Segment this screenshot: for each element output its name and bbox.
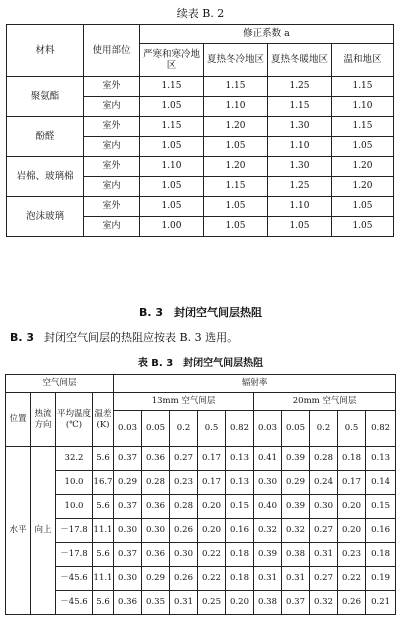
value-cell: 0.22 bbox=[198, 567, 226, 591]
emissivity-header-cell: 0.2 bbox=[310, 411, 338, 447]
location-cell: 室外 bbox=[84, 117, 140, 137]
location-cell: 室内 bbox=[84, 97, 140, 117]
value-cell: 0.36 bbox=[142, 543, 170, 567]
value-cell: 1.05 bbox=[140, 97, 204, 117]
emissivity-header-cell: 0.82 bbox=[366, 411, 396, 447]
value-cell: 0.13 bbox=[226, 471, 254, 495]
value-cell: 1.15 bbox=[268, 97, 332, 117]
value-cell: 1.05 bbox=[332, 137, 394, 157]
value-cell: 1.05 bbox=[204, 197, 268, 217]
value-cell: 1.10 bbox=[140, 157, 204, 177]
location-cell: 室外 bbox=[84, 77, 140, 97]
value-cell: 0.27 bbox=[310, 567, 338, 591]
paragraph-number: B. 3 bbox=[10, 331, 35, 344]
value-cell: 0.18 bbox=[366, 543, 396, 567]
value-cell: 0.22 bbox=[198, 543, 226, 567]
header-factor: 修正系数 a bbox=[140, 25, 394, 44]
table-row bbox=[7, 77, 394, 97]
table-row bbox=[6, 447, 396, 471]
emissivity-header-cell: 0.5 bbox=[338, 411, 366, 447]
value-cell: 0.17 bbox=[198, 447, 226, 471]
value-cell: 0.26 bbox=[170, 567, 198, 591]
value-cell: 0.23 bbox=[170, 471, 198, 495]
value-cell: 0.32 bbox=[310, 591, 338, 615]
temp-cell: －17.8 bbox=[56, 519, 93, 543]
value-cell: 0.17 bbox=[338, 471, 366, 495]
header-air-layer: 空气间层 bbox=[6, 375, 114, 393]
value-cell: 0.30 bbox=[310, 495, 338, 519]
section-heading: B. 3 封闭空气间层热阻 bbox=[138, 306, 263, 319]
value-cell: 1.10 bbox=[268, 137, 332, 157]
value-cell: 1.15 bbox=[332, 77, 394, 97]
value-cell: 0.20 bbox=[226, 591, 254, 615]
value-cell: 0.29 bbox=[142, 567, 170, 591]
value-cell: 1.15 bbox=[332, 117, 394, 137]
emissivity-header-cell: 0.5 bbox=[198, 411, 226, 447]
header-zone: 温和地区 bbox=[332, 44, 394, 77]
paragraph-text: 封闭空气间层的热阻应按表 B. 3 选用。 bbox=[44, 331, 239, 344]
value-cell: 0.29 bbox=[282, 471, 310, 495]
value-cell: 0.30 bbox=[142, 519, 170, 543]
emissivity-header-cell: 0.03 bbox=[114, 411, 142, 447]
value-cell: 1.20 bbox=[332, 157, 394, 177]
value-cell: 1.05 bbox=[140, 197, 204, 217]
location-cell: 室外 bbox=[84, 197, 140, 217]
location-cell: 室内 bbox=[84, 137, 140, 157]
value-cell: 1.05 bbox=[268, 217, 332, 237]
value-cell: 0.32 bbox=[254, 519, 282, 543]
value-cell: 0.35 bbox=[142, 591, 170, 615]
table-row bbox=[6, 519, 396, 543]
material-cell: 泡沫玻璃 bbox=[7, 197, 84, 237]
value-cell: 0.15 bbox=[366, 495, 396, 519]
value-cell: 0.39 bbox=[254, 543, 282, 567]
value-cell: 0.28 bbox=[170, 495, 198, 519]
diff-cell: 11.1 bbox=[93, 519, 114, 543]
value-cell: 1.05 bbox=[140, 137, 204, 157]
header-mean-temp: 平均温度(℃) bbox=[56, 393, 93, 447]
value-cell: 0.38 bbox=[282, 543, 310, 567]
header-emissivity: 辐射率 bbox=[114, 375, 396, 393]
value-cell: 0.16 bbox=[366, 519, 396, 543]
header-zone: 夏热冬冷地区 bbox=[204, 44, 268, 77]
section-paragraph bbox=[10, 329, 238, 345]
value-cell: 1.05 bbox=[332, 197, 394, 217]
value-cell: 0.16 bbox=[226, 519, 254, 543]
temp-cell: －17.8 bbox=[56, 543, 93, 567]
value-cell: 0.20 bbox=[198, 495, 226, 519]
value-cell: 0.21 bbox=[366, 591, 396, 615]
value-cell: 1.30 bbox=[268, 157, 332, 177]
value-cell: 0.20 bbox=[338, 495, 366, 519]
value-cell: 0.32 bbox=[282, 519, 310, 543]
value-cell: 1.10 bbox=[332, 97, 394, 117]
value-cell: 1.15 bbox=[140, 77, 204, 97]
value-cell: 0.25 bbox=[198, 591, 226, 615]
value-cell: 0.14 bbox=[366, 471, 396, 495]
header-location: 使用部位 bbox=[84, 25, 140, 77]
value-cell: 1.15 bbox=[204, 77, 268, 97]
emissivity-header-cell: 0.05 bbox=[282, 411, 310, 447]
value-cell: 1.15 bbox=[140, 117, 204, 137]
value-cell: 0.36 bbox=[114, 591, 142, 615]
value-cell: 0.15 bbox=[226, 495, 254, 519]
value-cell: 0.20 bbox=[198, 519, 226, 543]
value-cell: 0.18 bbox=[338, 447, 366, 471]
value-cell: 1.25 bbox=[268, 77, 332, 97]
value-cell: 0.22 bbox=[338, 567, 366, 591]
value-cell: 0.38 bbox=[254, 591, 282, 615]
table-row bbox=[6, 543, 396, 567]
location-cell: 室内 bbox=[84, 217, 140, 237]
value-cell: 0.19 bbox=[366, 567, 396, 591]
value-cell: 0.27 bbox=[310, 519, 338, 543]
value-cell: 0.28 bbox=[310, 447, 338, 471]
value-cell: 0.23 bbox=[338, 543, 366, 567]
emissivity-header-cell: 0.82 bbox=[226, 411, 254, 447]
value-cell: 0.13 bbox=[366, 447, 396, 471]
header-temp-diff: 温差(K) bbox=[93, 393, 114, 447]
correction-factor-table bbox=[6, 24, 394, 237]
value-cell: 0.26 bbox=[170, 519, 198, 543]
table2-caption: 表 B. 3 封闭空气间层热阻 bbox=[137, 358, 264, 369]
value-cell: 1.20 bbox=[204, 157, 268, 177]
value-cell: 1.05 bbox=[332, 217, 394, 237]
value-cell: 1.10 bbox=[268, 197, 332, 217]
value-cell: 0.18 bbox=[226, 567, 254, 591]
temp-cell: －45.6 bbox=[56, 591, 93, 615]
diff-cell: 16.7 bbox=[93, 471, 114, 495]
value-cell: 1.05 bbox=[140, 177, 204, 197]
table-row bbox=[6, 567, 396, 591]
material-cell: 酚醛 bbox=[7, 117, 84, 157]
material-cell: 聚氨酯 bbox=[7, 77, 84, 117]
header-position: 位置 bbox=[6, 393, 31, 447]
value-cell: 1.20 bbox=[332, 177, 394, 197]
position-cell: 水平 bbox=[6, 447, 31, 615]
table1-caption: 续表 B. 2 bbox=[176, 7, 225, 20]
location-cell: 室外 bbox=[84, 157, 140, 177]
table-row bbox=[7, 197, 394, 217]
value-cell: 1.00 bbox=[140, 217, 204, 237]
value-cell: 0.27 bbox=[170, 447, 198, 471]
value-cell: 1.20 bbox=[204, 117, 268, 137]
value-cell: 1.15 bbox=[204, 177, 268, 197]
header-zone: 严寒和寒冷地区 bbox=[140, 44, 204, 77]
value-cell: 0.39 bbox=[282, 447, 310, 471]
value-cell: 0.36 bbox=[142, 447, 170, 471]
value-cell: 0.30 bbox=[114, 567, 142, 591]
value-cell: 0.30 bbox=[254, 471, 282, 495]
value-cell: 0.13 bbox=[226, 447, 254, 471]
value-cell: 0.20 bbox=[338, 519, 366, 543]
value-cell: 1.05 bbox=[204, 217, 268, 237]
value-cell: 0.36 bbox=[142, 495, 170, 519]
table-row bbox=[6, 591, 396, 615]
diff-cell: 5.6 bbox=[93, 495, 114, 519]
value-cell: 0.31 bbox=[282, 567, 310, 591]
diff-cell: 11.1 bbox=[93, 567, 114, 591]
emissivity-header-cell: 0.2 bbox=[170, 411, 198, 447]
value-cell: 0.18 bbox=[226, 543, 254, 567]
table-row bbox=[6, 495, 396, 519]
value-cell: 0.17 bbox=[198, 471, 226, 495]
emissivity-header-cell: 0.05 bbox=[142, 411, 170, 447]
value-cell: 0.39 bbox=[282, 495, 310, 519]
table-row bbox=[7, 157, 394, 177]
value-cell: 0.31 bbox=[254, 567, 282, 591]
value-cell: 0.30 bbox=[170, 543, 198, 567]
emissivity-header-cell: 0.03 bbox=[254, 411, 282, 447]
value-cell: 0.31 bbox=[310, 543, 338, 567]
flow-direction-cell: 向上 bbox=[31, 447, 56, 615]
value-cell: 0.37 bbox=[114, 447, 142, 471]
value-cell: 1.10 bbox=[204, 97, 268, 117]
temp-cell: 32.2 bbox=[56, 447, 93, 471]
value-cell: 0.41 bbox=[254, 447, 282, 471]
header-zone: 夏热冬暖地区 bbox=[268, 44, 332, 77]
value-cell: 0.37 bbox=[282, 591, 310, 615]
header-material: 材料 bbox=[7, 25, 84, 77]
value-cell: 1.30 bbox=[268, 117, 332, 137]
diff-cell: 5.6 bbox=[93, 591, 114, 615]
air-layer-resistance-table bbox=[5, 374, 396, 615]
table-row bbox=[6, 471, 396, 495]
value-cell: 0.40 bbox=[254, 495, 282, 519]
temp-cell: 10.0 bbox=[56, 471, 93, 495]
diff-cell: 5.6 bbox=[93, 543, 114, 567]
header-20mm-layer: 20mm 空气间层 bbox=[254, 393, 396, 411]
value-cell: 0.24 bbox=[310, 471, 338, 495]
value-cell: 1.25 bbox=[268, 177, 332, 197]
value-cell: 0.28 bbox=[142, 471, 170, 495]
value-cell: 1.05 bbox=[204, 137, 268, 157]
diff-cell: 5.6 bbox=[93, 447, 114, 471]
value-cell: 0.29 bbox=[114, 471, 142, 495]
temp-cell: －45.6 bbox=[56, 567, 93, 591]
material-cell: 岩棉、玻璃棉 bbox=[7, 157, 84, 197]
temp-cell: 10.0 bbox=[56, 495, 93, 519]
value-cell: 0.37 bbox=[114, 543, 142, 567]
location-cell: 室内 bbox=[84, 177, 140, 197]
value-cell: 0.26 bbox=[338, 591, 366, 615]
header-flow-direction: 热流方向 bbox=[31, 393, 56, 447]
value-cell: 0.31 bbox=[170, 591, 198, 615]
value-cell: 0.37 bbox=[114, 495, 142, 519]
value-cell: 0.30 bbox=[114, 519, 142, 543]
table-row bbox=[7, 117, 394, 137]
header-13mm-layer: 13mm 空气间层 bbox=[114, 393, 254, 411]
